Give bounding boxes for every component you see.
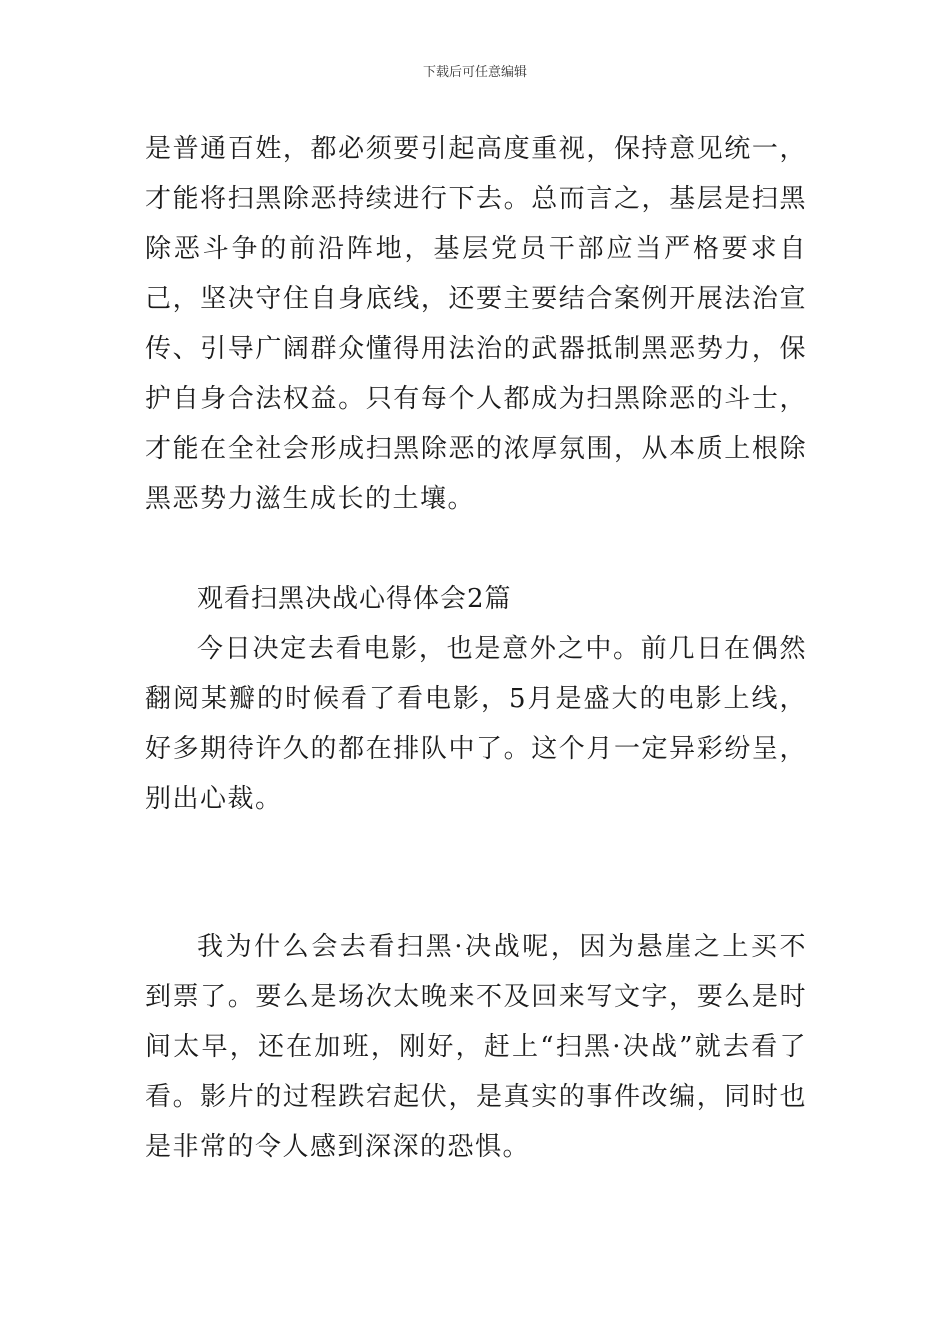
page-header: 下载后可任意编辑 (422, 65, 527, 80)
paragraph-movie-intro: 今日决定去看电影，也是意外之中。前几日在偶然翻阅某瓣的时候看了看电影，5月是盛大的电影上线，好多期待许久的都在排队中了。这个月一定异彩纷呈，别出心裁。 (145, 634, 807, 814)
section-title: 观看扫黑决战心得体会2篇 (197, 584, 512, 614)
paragraph-movie-reason: 我为什么会去看扫黑·决战呢，因为悬崖之上买不到票了。要么是场次太晚来不及回来写文字，要么是时间太早，还在加班，刚好，赶上“扫黑·决战”就去看了看。影片的过程跌宕起伏，是真实的事件改编，同时也是非常的令人感到深深的恐惧。 (145, 932, 807, 1162)
paragraph-conclusion: 是普通百姓，都必须要引起高度重视，保持意见统一，才能将扫黑除恶持续进行下去。总而言之，基层是扫黑除恶斗争的前沿阵地，基层党员干部应当严格要求自己，坚决守住自身底线，还要主要结合案例开展法治宣传、引导广阔群众懂得用法治的武器抵制黑恶势力，保护自身合法权益。只有每个人都成为扫黑除恶的斗士，才能在全社会形成扫黑除恶的浓厚氛围，从本质上根除黑恶势力滋生成长的土壤。 (145, 134, 807, 514)
